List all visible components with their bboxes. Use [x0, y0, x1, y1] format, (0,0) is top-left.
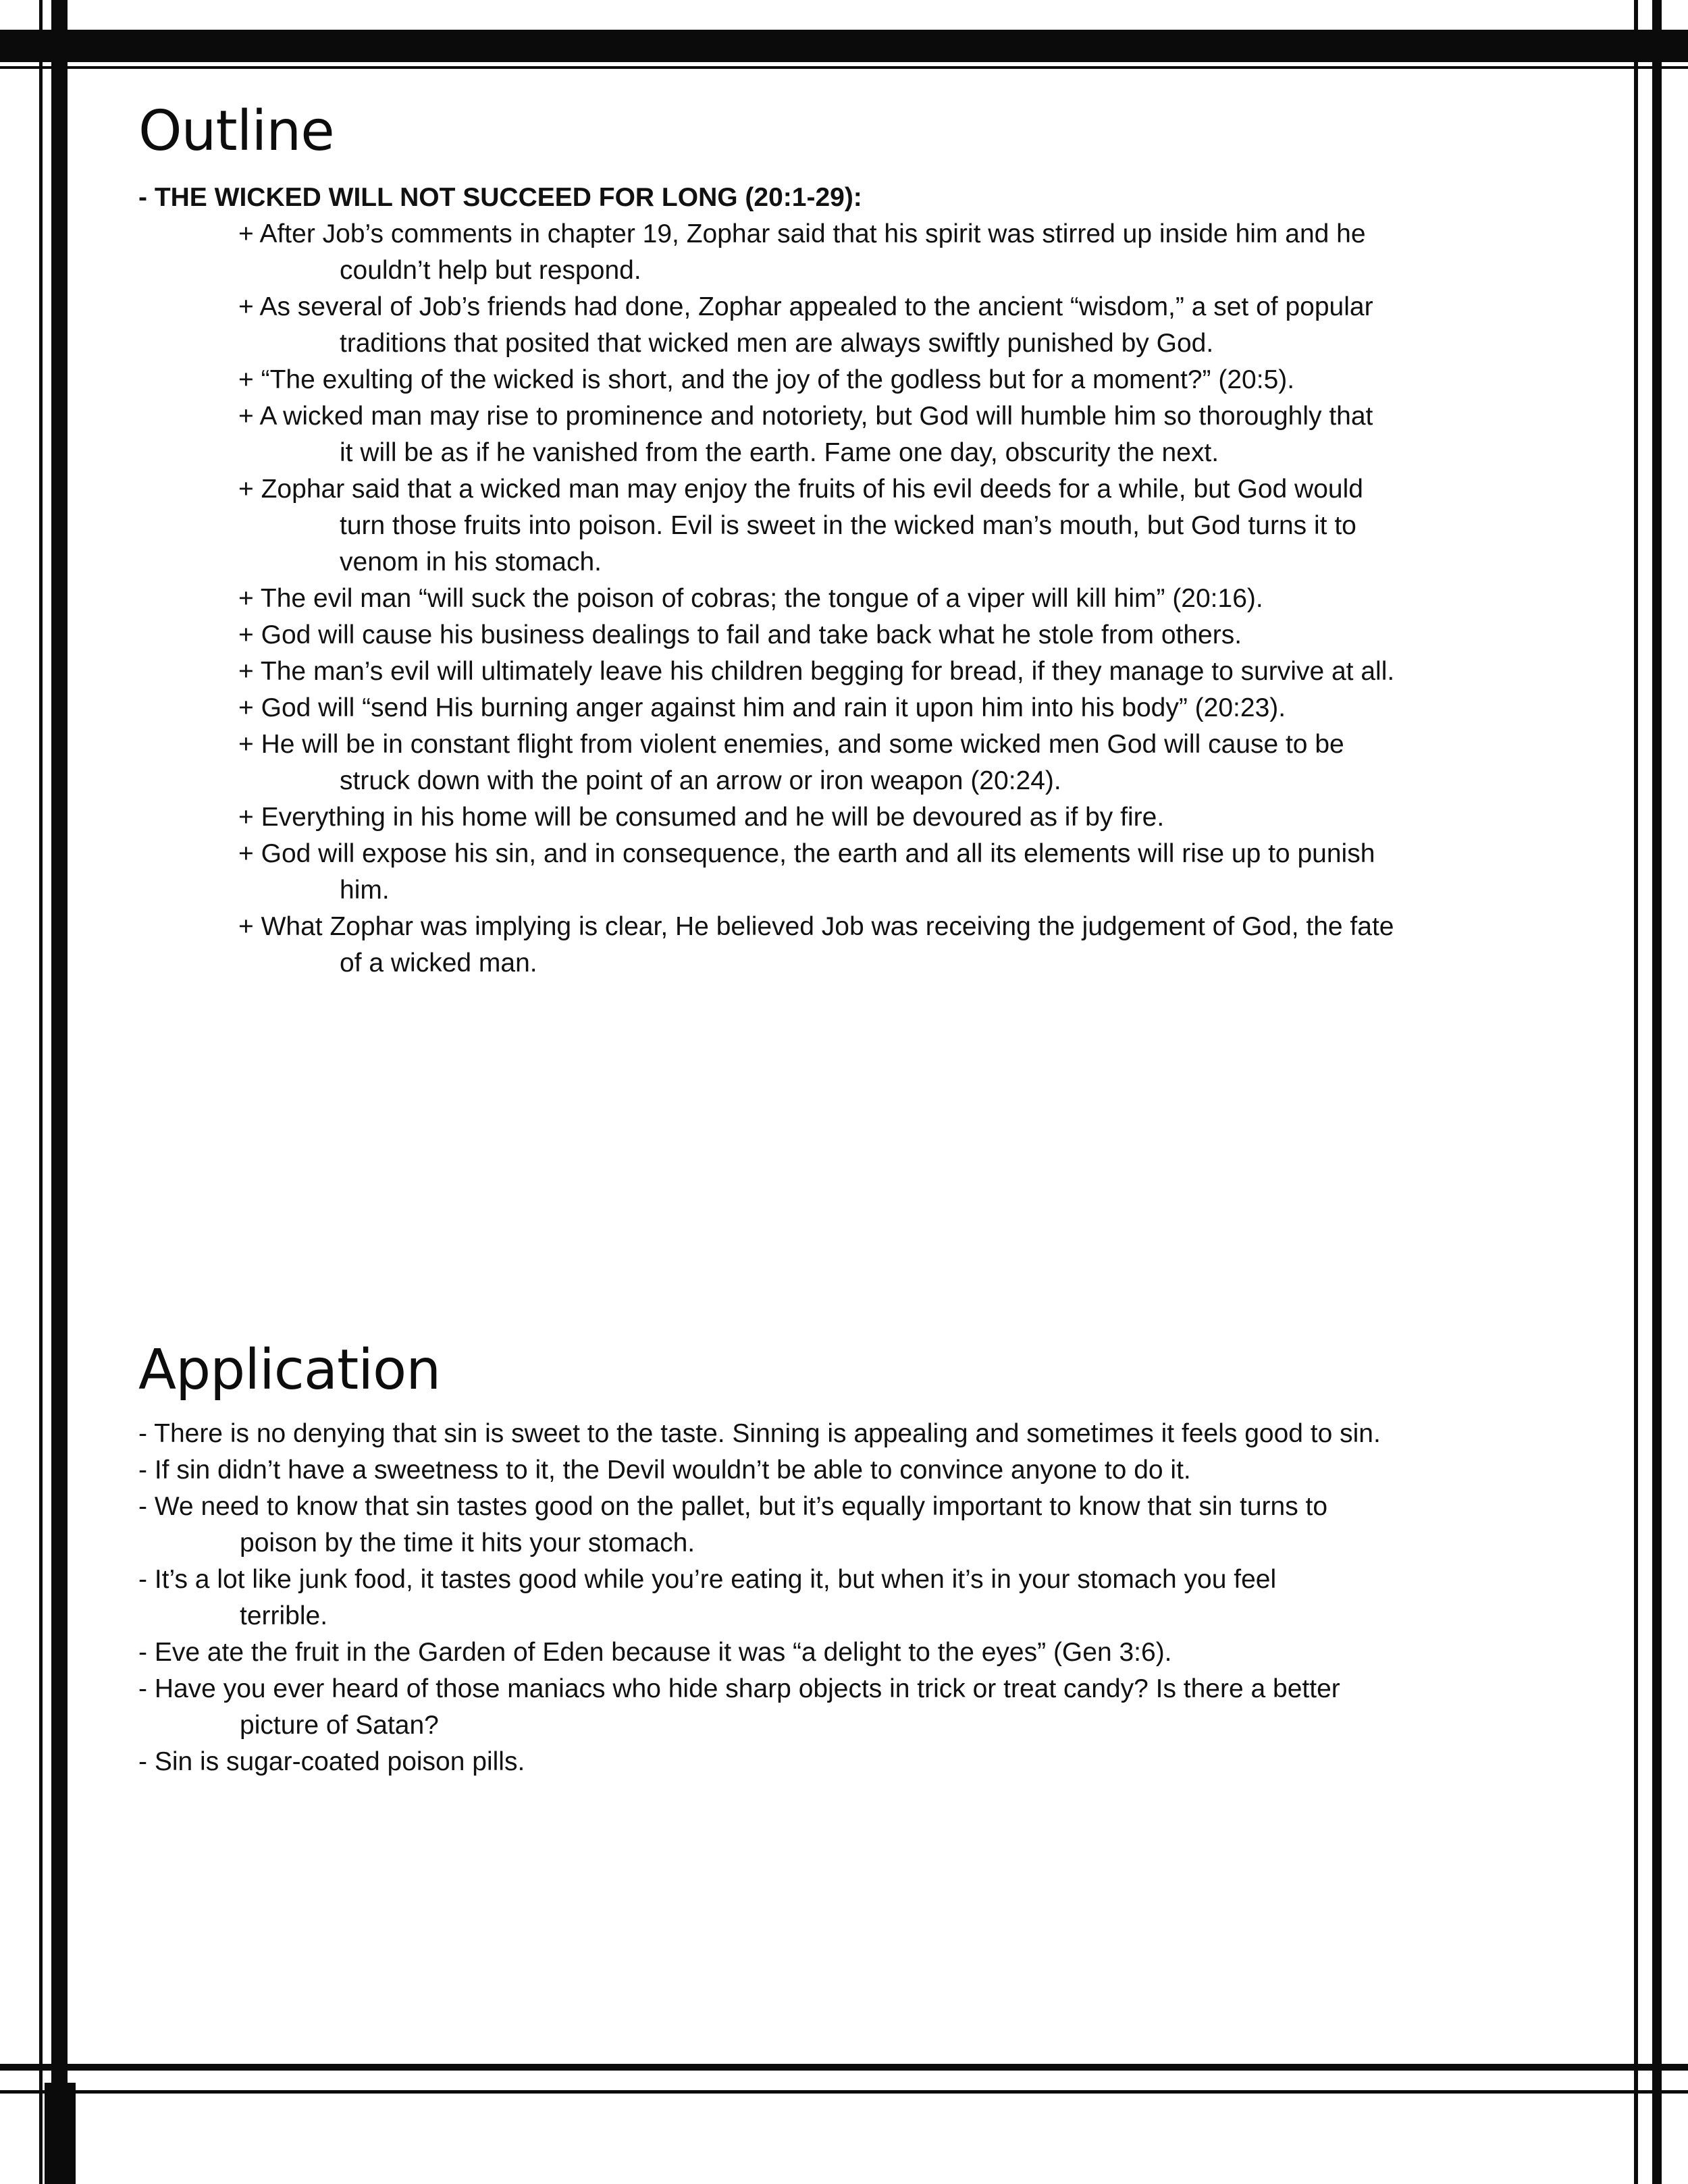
outline-bullet-text: + God will “send His burning anger against him and rain it upon him into his body” (20:23).	[238, 693, 1286, 722]
application-item	[138, 1562, 1563, 1634]
application-item-text: - Sin is sugar-coated poison pills.	[138, 1747, 525, 1776]
application-item	[138, 1416, 1563, 1452]
outline-bullet-text: + A wicked man may rise to prominence and notoriety, but God will humble him so thoroughly that	[238, 402, 1373, 431]
application-item	[138, 1489, 1563, 1562]
application-item	[138, 1671, 1563, 1744]
outline-bullet	[138, 690, 1563, 726]
application-item-text: - There is no denying that sin is sweet to the taste. Sinning is appealing and sometimes it feels good to sin.	[138, 1419, 1381, 1448]
outline-bullet-continuation: it will be as if he vanished from the earth. Fame one day, obscurity the next.	[340, 438, 1219, 467]
application-heading: Application	[138, 1338, 441, 1402]
application-item-text: - Eve ate the fruit in the Garden of Eden because it was “a delight to the eyes” (Gen 3:6).	[138, 1638, 1172, 1667]
outline-section	[138, 95, 1563, 982]
outline-bullet-continuation: of a wicked man.	[340, 949, 537, 978]
outline-bullet	[138, 289, 1563, 362]
outline-bullet-continuation: him.	[340, 876, 390, 905]
outline-bullet	[138, 617, 1563, 654]
application-item-continuation: poison by the time it hits your stomach.	[240, 1528, 695, 1557]
frame-right-thin	[1634, 0, 1638, 2184]
outline-bullet	[138, 726, 1563, 799]
frame-bottom-thin	[0, 2090, 1688, 2094]
application-item	[138, 1744, 1563, 1780]
outline-bullet-text: + What Zophar was implying is clear, He believed Job was receiving the judgement of God, the fate	[238, 912, 1394, 941]
outline-bullet-text: + He will be in constant flight from violent enemies, and some wicked men God will cause to be	[238, 730, 1344, 759]
application-item-text: - If sin didn’t have a sweetness to it, the Devil wouldn’t be able to convince anyone to do it.	[138, 1456, 1191, 1485]
outline-heading: Outline	[138, 99, 334, 163]
frame-right-thick	[1652, 0, 1662, 2184]
outline-bullet	[138, 909, 1563, 982]
outline-bullet-text: + As several of Job’s friends had done, Zophar appealed to the ancient “wisdom,” a set of popular	[238, 292, 1373, 321]
outline-bullet-text: + God will cause his business dealings to fail and take back what he stole from others.	[238, 620, 1242, 649]
application-item	[138, 1452, 1563, 1489]
outline-bullet	[138, 216, 1563, 289]
frame-left-thin	[39, 0, 43, 2184]
outline-bullet	[138, 398, 1563, 471]
application-item-text: - Have you ever heard of those maniacs who hide sharp objects in trick or treat candy? Is there a better	[138, 1674, 1340, 1703]
frame-left-thick	[51, 0, 68, 2184]
application-item-continuation: picture of Satan?	[240, 1711, 439, 1740]
outline-bullet	[138, 836, 1563, 909]
outline-bullet	[138, 799, 1563, 836]
outline-bullet-text: + Everything in his home will be consumed and he will be devoured as if by fire.	[238, 803, 1165, 832]
outline-bullet	[138, 362, 1563, 398]
outline-bullet	[138, 471, 1563, 581]
application-list	[138, 1416, 1563, 1780]
application-section	[138, 1333, 1563, 1780]
outline-bullet-text: + After Job’s comments in chapter 19, Zophar said that his spirit was stirred up inside him and he	[238, 219, 1366, 248]
frame-bottom-thick	[0, 2064, 1688, 2071]
frame-top-thin	[0, 66, 1688, 69]
outline-bullet-text: + Zophar said that a wicked man may enjoy the fruits of his evil deeds for a while, but God would	[238, 475, 1363, 504]
application-item	[138, 1634, 1563, 1671]
outline-bullet-text: + The evil man “will suck the poison of cobras; the tongue of a viper will kill him” (20:16).	[238, 584, 1263, 613]
outline-bullet-continuation: turn those fruits into poison. Evil is sweet in the wicked man’s mouth, but God turns it to	[340, 511, 1356, 540]
frame-left-bottom-block	[45, 2083, 76, 2184]
outline-bullet-list	[138, 216, 1563, 982]
outline-bullet-text: + “The exulting of the wicked is short, and the joy of the godless but for a moment?” (20:5).	[238, 365, 1295, 394]
outline-section-title: - THE WICKED WILL NOT SUCCEED FOR LONG (20:1-29):	[138, 183, 862, 212]
outline-bullet-text: + God will expose his sin, and in consequence, the earth and all its elements will rise up to punish	[238, 839, 1375, 868]
outline-bullet-text: + The man’s evil will ultimately leave his children begging for bread, if they manage to survive at all.	[238, 657, 1395, 686]
outline-bullet	[138, 654, 1563, 690]
outline-bullet-continuation: traditions that posited that wicked men are always swiftly punished by God.	[340, 329, 1214, 358]
application-item-text: - We need to know that sin tastes good on the pallet, but it’s equally important to know that sin turns to	[138, 1492, 1328, 1521]
application-item-text: - It’s a lot like junk food, it tastes good while you’re eating it, but when it’s in your stomach you feel	[138, 1565, 1277, 1594]
outline-bullet-continuation: venom in his stomach.	[340, 548, 602, 577]
frame-top-bar	[0, 30, 1688, 62]
outline-bullet-continuation: couldn’t help but respond.	[340, 256, 641, 285]
application-item-continuation: terrible.	[240, 1601, 328, 1630]
outline-bullet	[138, 581, 1563, 617]
outline-bullet-continuation: struck down with the point of an arrow or iron weapon (20:24).	[340, 766, 1061, 795]
